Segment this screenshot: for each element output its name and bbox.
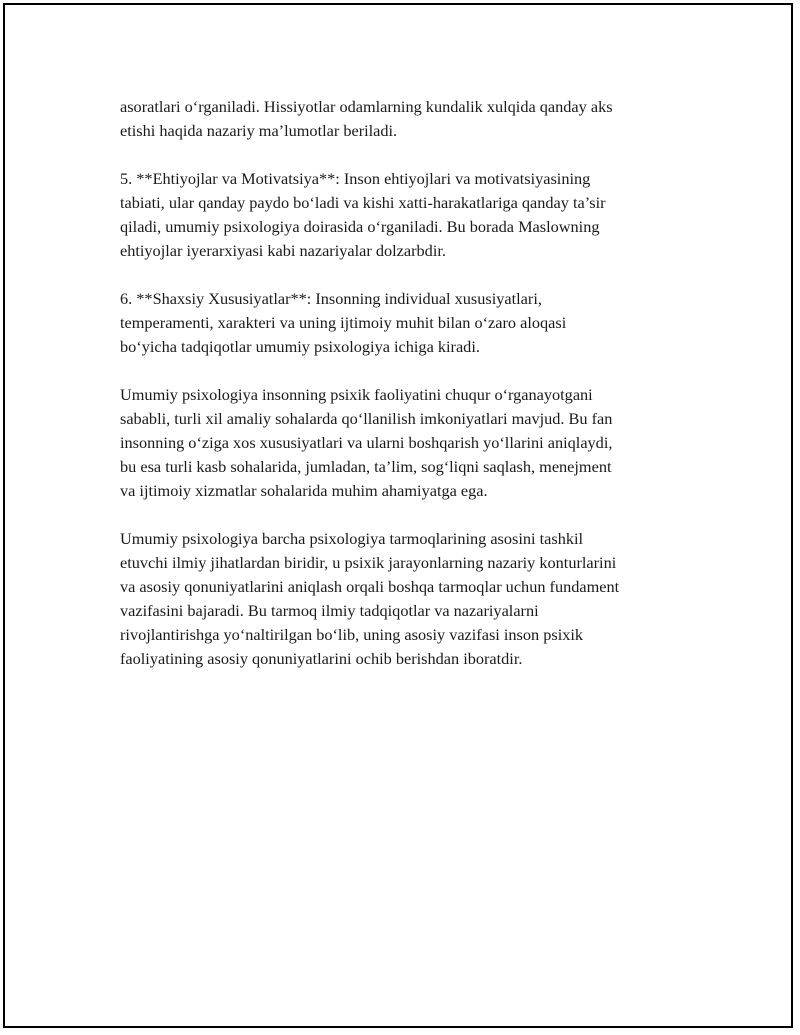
text-line: insonning o‘ziga xos xususiyatlari va ularni boshqarish yo‘llarini aniqlaydi, — [120, 433, 613, 452]
text-line: etishi haqida nazariy ma’lumotlar beriladi. — [120, 121, 398, 140]
document-page — [3, 3, 793, 1028]
text-line: etuvchi ilmiy jihatlardan biridir, u psixik jarayonlarning nazariy konturlarini — [120, 553, 617, 572]
text-line: rivojlantirishga yo‘naltirilgan bo‘lib, uning asosiy vazifasi inson psixik — [120, 625, 584, 644]
text-line: vazifasini bajaradi. Bu tarmoq ilmiy tadqiqotlar va nazariyalarni — [120, 601, 539, 620]
paragraph-emotions-continuation — [120, 95, 690, 143]
text-line: faoliyatining asosiy qonuniyatlarini ochib berishdan iboratdir. — [120, 649, 523, 668]
text-line: temperamenti, xarakteri va uning ijtimoiy muhit bilan o‘zaro aloqasi — [120, 313, 567, 332]
paragraph-needs-motivation — [120, 167, 690, 263]
paragraph-personal-traits — [120, 287, 690, 359]
text-line: asoratlari o‘rganiladi. Hissiyotlar odamlarning kundalik xulqida qanday aks — [120, 97, 613, 116]
text-line: 6. **Shaxsiy Xususiyatlar**: Insonning individual xususiyatlari, — [120, 289, 542, 308]
text-line: va asosiy qonuniyatlarini aniqlash orqali boshqa tarmoqlar uchun fundament — [120, 577, 620, 596]
text-line: bo‘yicha tadqiqotlar umumiy psixologiya ichiga kiradi. — [120, 337, 480, 356]
paragraph-foundation — [120, 527, 690, 671]
text-line: sababli, turli xil amaliy sohalarda qo‘llanilish imkoniyatlari mavjud. Bu fan — [120, 409, 613, 428]
text-line: ehtiyojlar iyerarxiyasi kabi nazariyalar dolzarbdir. — [120, 241, 446, 260]
text-line: Umumiy psixologiya insonning psixik faoliyatini chuqur o‘rganayotgani — [120, 385, 593, 404]
text-line: 5. **Ehtiyojlar va Motivatsiya**: Inson ehtiyojlari va motivatsiyasining — [120, 169, 591, 188]
text-line: qiladi, umumiy psixologiya doirasida o‘rganiladi. Bu borada Maslowning — [120, 217, 600, 236]
text-line: Umumiy psixologiya barcha psixologiya tarmoqlarining asosini tashkil — [120, 529, 584, 548]
document-body — [120, 95, 690, 695]
text-line: tabiati, ular qanday paydo bo‘ladi va kishi xatti-harakatlariga qanday ta’sir — [120, 193, 606, 212]
text-line: bu esa turli kasb sohalarida, jumladan, ta’lim, sog‘liqni saqlash, menejment — [120, 457, 612, 476]
paragraph-applied-fields — [120, 383, 690, 503]
text-line: va ijtimoiy xizmatlar sohalarida muhim ahamiyatga ega. — [120, 481, 488, 500]
